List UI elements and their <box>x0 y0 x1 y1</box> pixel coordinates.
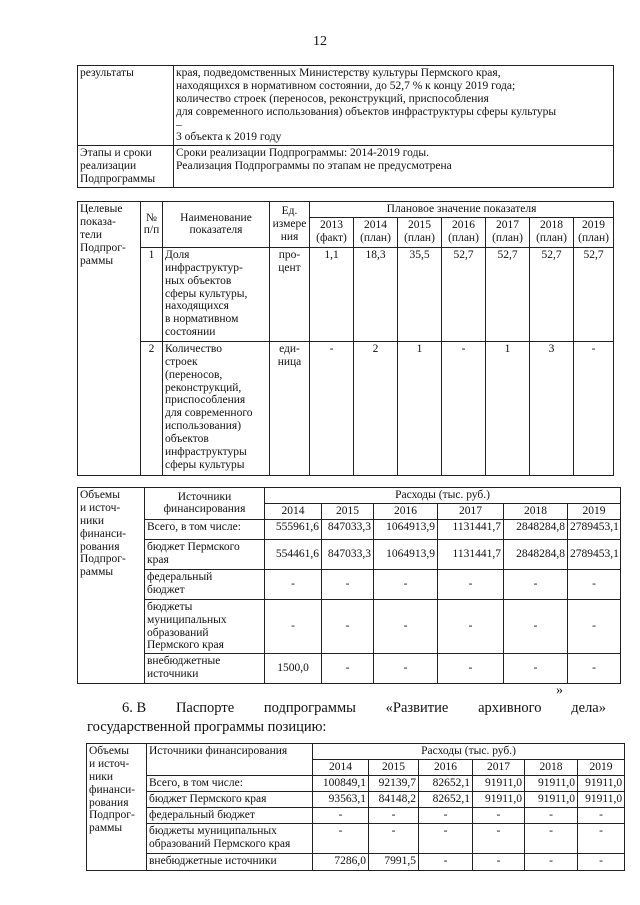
value-cell: - <box>438 569 504 599</box>
expenses-header: Расходы (тыс. руб.) <box>313 744 625 760</box>
value-cell: - <box>313 807 369 823</box>
value-cell: - <box>265 599 322 654</box>
value-cell: 91911,0 <box>525 775 578 791</box>
value-cell: 92139,7 <box>369 775 419 791</box>
unit: еди- ница <box>270 341 310 475</box>
value-cell: - <box>310 341 354 475</box>
value-cell: 2848284,8 <box>504 539 568 569</box>
value-cell: - <box>568 654 621 684</box>
table-row <box>78 519 621 539</box>
source-name: внебюджетные источники <box>147 853 313 870</box>
source-name: бюджет Пермского края <box>147 791 313 807</box>
value-cell: - <box>504 569 568 599</box>
year-header: 2013 (факт) <box>310 217 354 247</box>
value-cell: 1,1 <box>310 247 354 341</box>
table-row <box>78 654 621 684</box>
funding-label: Объемы и источ- ники финанси- рования Подпрог- раммы <box>78 488 145 684</box>
page-number: 12 <box>313 34 327 49</box>
value-cell: - <box>374 654 438 684</box>
value-cell: - <box>578 853 625 870</box>
value-cell: 52,7 <box>442 247 486 341</box>
value-cell: 847033,3 <box>322 539 374 569</box>
value-cell: - <box>525 853 578 870</box>
funding-label: Объемы и источ- ники финанси- рования Подпрог- раммы <box>87 744 147 871</box>
value-cell: - <box>369 823 419 853</box>
value-cell: 91911,0 <box>473 791 525 807</box>
value-cell: - <box>419 853 473 870</box>
value-cell: - <box>265 569 322 599</box>
value-cell: 1131441,7 <box>438 539 504 569</box>
value-cell: 555961,6 <box>265 519 322 539</box>
indicator-name: Доля инфраструктур- ных объектов сферы культуры, находящихся в нормативном состоянии <box>163 247 270 341</box>
value-cell: 91911,0 <box>473 775 525 791</box>
source-name: бюджеты муниципальных образований Пермского края <box>145 599 265 654</box>
value-cell: - <box>525 807 578 823</box>
year-header: 2016 <box>419 759 473 775</box>
value-cell: 554461,6 <box>265 539 322 569</box>
source-name: Всего, в том числе: <box>147 775 313 791</box>
year-header: 2015 <box>322 503 374 519</box>
year-header: 2014 (план) <box>354 217 398 247</box>
source-name: бюджеты муниципальных образований Пермского края <box>147 823 313 853</box>
col-indicator-header: Наименование показателя <box>163 202 270 248</box>
table-row <box>87 775 625 791</box>
results-text: края, подведомственных Министерству культуры Пермского края, находящихся в нормативном состоянии, до 52,7 % к концу 2019 года; количество строек (переносов, реконструкций, приспособления для современного использования) объектов инфраструктуры сферы культуры – 3 объекта к 2019 году <box>174 66 614 146</box>
value-cell: - <box>473 807 525 823</box>
value-cell: 2789453,1 <box>568 519 621 539</box>
col-number-header: № п/п <box>141 202 163 248</box>
value-cell: - <box>578 823 625 853</box>
value-cell: 82652,1 <box>419 775 473 791</box>
value-cell: 1064913,9 <box>374 539 438 569</box>
results-table <box>77 65 614 188</box>
value-cell: 93563,1 <box>313 791 369 807</box>
value-cell: 18,3 <box>354 247 398 341</box>
col-unit-header: Ед. измере ния <box>270 202 310 248</box>
closing-quote: » <box>556 683 563 698</box>
stages-label: Этапы и сроки реализации Подпрограммы <box>78 146 174 188</box>
value-cell: - <box>568 569 621 599</box>
results-label: результаты <box>78 66 174 146</box>
row-number: 2 <box>141 341 163 475</box>
value-cell: 847033,3 <box>322 519 374 539</box>
value-cell: 1131441,7 <box>438 519 504 539</box>
value-cell: - <box>374 569 438 599</box>
funding-table-culture <box>77 487 621 684</box>
table-row <box>87 823 625 853</box>
sources-header: Источники финансирования <box>145 488 265 520</box>
value-cell: 52,7 <box>574 247 614 341</box>
year-header: 2017 <box>438 503 504 519</box>
year-header: 2016 <box>374 503 438 519</box>
paragraph-6-line-1: 6. В Паспорте подпрограммы «Развитие архивного дела» <box>122 700 606 716</box>
funding-table-archive <box>86 743 625 871</box>
table-row <box>78 539 621 569</box>
value-cell: - <box>568 599 621 654</box>
expenses-header: Расходы (тыс. руб.) <box>265 488 621 504</box>
table-row <box>78 247 614 341</box>
plan-header: Плановое значение показателя <box>310 202 614 218</box>
indicators-table <box>77 201 614 476</box>
indicator-name: Количество строек (переносов, реконструкций, приспособления для современного использования) объектов инфраструктуры сферы культуры <box>163 341 270 475</box>
value-cell: 35,5 <box>398 247 442 341</box>
sources-header: Источники финансирования <box>147 744 313 776</box>
value-cell: 91911,0 <box>578 791 625 807</box>
source-name: внебюджетные источники <box>145 654 265 684</box>
year-header: 2019 <box>578 759 625 775</box>
value-cell: - <box>322 569 374 599</box>
year-header: 2017 (план) <box>486 217 530 247</box>
value-cell: - <box>578 807 625 823</box>
value-cell: 1064913,9 <box>374 519 438 539</box>
year-header: 2015 <box>369 759 419 775</box>
year-header: 2018 (план) <box>530 217 574 247</box>
value-cell: 2848284,8 <box>504 519 568 539</box>
unit: про- цент <box>270 247 310 341</box>
year-header: 2019 (план) <box>574 217 614 247</box>
table-row <box>78 599 621 654</box>
value-cell: 1 <box>398 341 442 475</box>
value-cell: - <box>525 823 578 853</box>
value-cell: 7286,0 <box>313 853 369 870</box>
value-cell: - <box>374 599 438 654</box>
value-cell: 100849,1 <box>313 775 369 791</box>
value-cell: - <box>574 341 614 475</box>
year-header: 2014 <box>265 503 322 519</box>
value-cell: 2 <box>354 341 398 475</box>
table-row <box>87 791 625 807</box>
table-row <box>78 569 621 599</box>
year-header: 2018 <box>504 503 568 519</box>
value-cell: - <box>419 823 473 853</box>
value-cell: - <box>438 654 504 684</box>
table-row <box>87 853 625 870</box>
year-header: 2017 <box>473 759 525 775</box>
row-number: 1 <box>141 247 163 341</box>
indicators-label: Целевые показа- тели Подпрог- раммы <box>78 202 141 476</box>
value-cell: 82652,1 <box>419 791 473 807</box>
source-name: Всего, в том числе: <box>145 519 265 539</box>
value-cell: 7991,5 <box>369 853 419 870</box>
value-cell: - <box>313 823 369 853</box>
year-header: 2014 <box>313 759 369 775</box>
table-row <box>78 341 614 475</box>
value-cell: 3 <box>530 341 574 475</box>
value-cell: - <box>473 853 525 870</box>
table-row <box>87 807 625 823</box>
source-name: федеральный бюджет <box>145 569 265 599</box>
value-cell: 91911,0 <box>525 791 578 807</box>
value-cell: - <box>322 599 374 654</box>
year-header: 2016 (план) <box>442 217 486 247</box>
value-cell: - <box>369 807 419 823</box>
value-cell: 84148,2 <box>369 791 419 807</box>
value-cell: - <box>322 654 374 684</box>
year-header: 2018 <box>525 759 578 775</box>
value-cell: - <box>419 807 473 823</box>
value-cell: - <box>438 599 504 654</box>
source-name: федеральный бюджет <box>147 807 313 823</box>
value-cell: - <box>473 823 525 853</box>
value-cell: 1500,0 <box>265 654 322 684</box>
value-cell: - <box>442 341 486 475</box>
source-name: бюджет Пермского края <box>145 539 265 569</box>
year-header: 2019 <box>568 503 621 519</box>
value-cell: - <box>504 599 568 654</box>
value-cell: - <box>504 654 568 684</box>
value-cell: 52,7 <box>530 247 574 341</box>
value-cell: 52,7 <box>486 247 530 341</box>
year-header: 2015 (план) <box>398 217 442 247</box>
value-cell: 91911,0 <box>578 775 625 791</box>
stages-text: Сроки реализации Подпрограммы: 2014-2019 годы. Реализация Подпрограммы по этапам не предусмотрена <box>174 146 614 188</box>
value-cell: 1 <box>486 341 530 475</box>
paragraph-6-line-2: государственной программы позицию: <box>87 719 327 735</box>
value-cell: 2789453,1 <box>568 539 621 569</box>
